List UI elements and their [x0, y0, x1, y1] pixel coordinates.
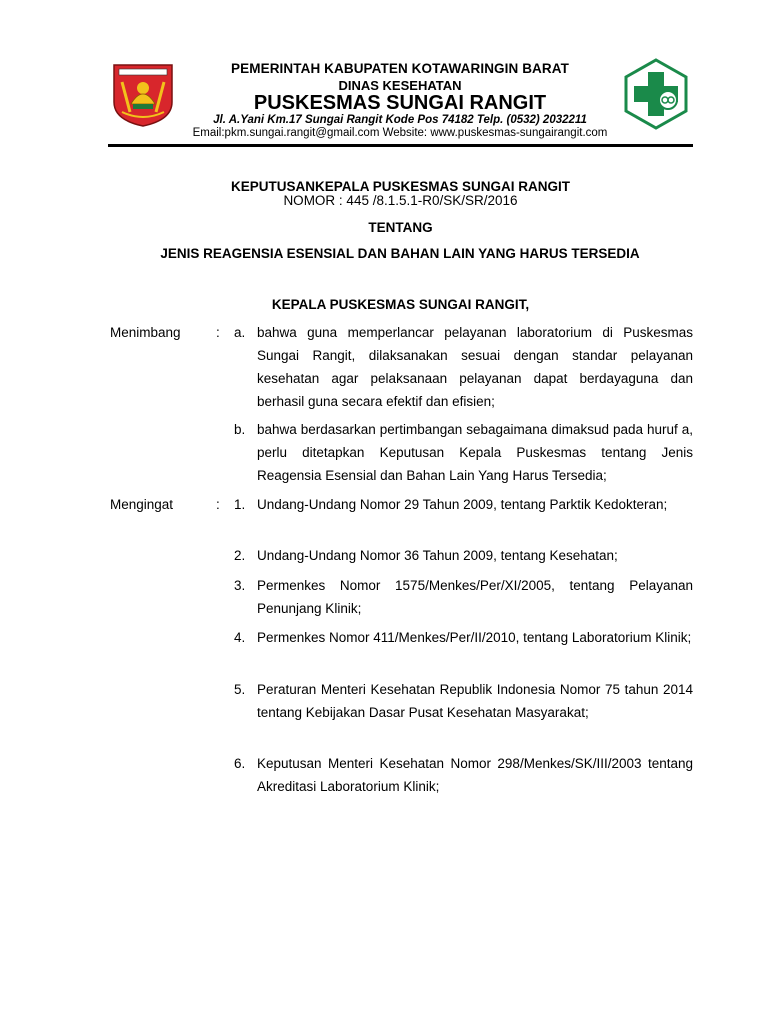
mengingat-label: Mengingat — [110, 497, 174, 512]
mengingat-marker-3: 3. — [234, 578, 246, 593]
mengingat-item-2: Undang-Undang Nomor 36 Tahun 2009, tentang Kesehatan; — [257, 548, 618, 563]
mengingat-marker-4: 4. — [234, 630, 246, 645]
mengingat-item-3: Permenkes Nomor 1575/Menkes/Per/XI/2005, tentang Pelayanan Penunjang Klinik; — [257, 578, 693, 616]
menimbang-item-a: bahwa guna memperlancar pelayanan laboratorium di Puskesmas Sungai Rangit, dilaksanakan sesuai dengan standar pelayanan kesehatan agar pelaksanaan pelayanan dapat berdayaguna dan berhasil guna secara efektif dan efisien; — [257, 325, 693, 409]
menimbang-colon: : — [216, 325, 220, 340]
menimbang-marker-a: a. — [234, 325, 246, 340]
letterhead-government: PEMERINTAH KABUPATEN KOTAWARINGIN BARAT — [231, 61, 569, 76]
mengingat-colon: : — [216, 497, 220, 512]
mengingat-marker-6: 6. — [234, 756, 246, 771]
mengingat-marker-5: 5. — [234, 682, 246, 697]
decree-subject: JENIS REAGENSIA ESENSIAL DAN BAHAN LAIN YANG HARUS TERSEDIA — [160, 246, 640, 261]
authority-line: KEPALA PUSKESMAS SUNGAI RANGIT, — [271, 297, 530, 312]
mengingat-item-5: Peraturan Menteri Kesehatan Republik Indonesia Nomor 75 tahun 2014 tentang Kebijakan Dasar Pusat Kesehatan Masyarakat; — [257, 682, 693, 720]
letterhead-divider — [108, 144, 693, 147]
mengingat-item-4: Permenkes Nomor 411/Menkes/Per/II/2010, tentang Laboratorium Klinik; — [257, 630, 692, 645]
menimbang-marker-b: b. — [234, 422, 246, 437]
mengingat-marker-1: 1. — [234, 497, 246, 512]
tentang-heading: TENTANG — [368, 220, 433, 235]
letterhead-address: Jl. A.Yani Km.17 Sungai Rangit Kode Pos 74182 Telp. (0532) 2032211 — [213, 114, 587, 126]
menimbang-item-b: bahwa berdasarkan pertimbangan sebagaimana dimaksud pada huruf a, perlu ditetapkan Keputusan Kepala Puskesmas tentang Jenis Reagensia Esensial dan Bahan Lain Yang Harus Tersedia; — [257, 422, 693, 483]
letterhead-institution: PUSKESMAS SUNGAI RANGIT — [253, 92, 547, 114]
letterhead-department: DINAS KESEHATAN — [338, 78, 462, 93]
puskesmas-cross-icon — [620, 58, 692, 130]
menimbang-label: Menimbang — [110, 325, 181, 340]
regency-crest-icon — [108, 62, 178, 128]
mengingat-item-1: Undang-Undang Nomor 29 Tahun 2009, tentang Parktik Kedokteran; — [257, 497, 668, 512]
mengingat-marker-2: 2. — [234, 548, 246, 563]
decree-number: NOMOR : 445 /8.1.5.1-R0/SK/SR/2016 — [283, 193, 518, 208]
decree-heading: KEPUTUSANKEPALA PUSKESMAS SUNGAI RANGIT — [230, 179, 571, 194]
mengingat-item-6: Keputusan Menteri Kesehatan Nomor 298/Menkes/SK/III/2003 tentang Akreditasi Laboratorium Klinik; — [257, 756, 693, 794]
letterhead-contact: Email:pkm.sungai.rangit@gmail.com Website: www.puskesmas-sungairangit.com — [192, 127, 608, 139]
